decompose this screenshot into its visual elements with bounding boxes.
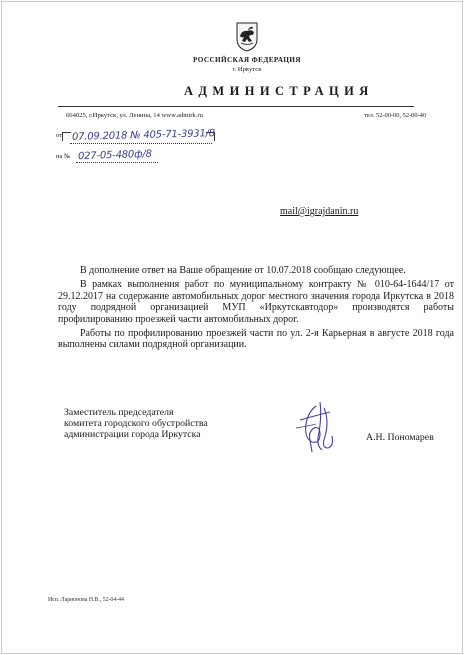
city-heading: г. Иркутск	[232, 66, 262, 73]
reference-date-handwritten: 07.09.2018 № 405-71-3931/8	[71, 128, 216, 143]
body-paragraph: Работы по профилированию проезжей части по ул. 2-я Карьерная в августе 2018 года выполнены силами подрядной организации.	[58, 328, 454, 351]
signatory-name: А.Н. Пономарев	[366, 432, 434, 443]
recipient-email: mail@igrajdanin.ru	[280, 206, 359, 217]
address-line: 664025, г.Иркутск, ул. Ленина, 14 www.admirk.ru	[66, 112, 203, 119]
body-paragraph: В дополнение ответ на Ваше обращение от 10.07.2018 сообщаю следующее.	[80, 265, 406, 276]
reference-date-line	[70, 143, 212, 144]
phone-line: тел. 52-00-00, 52-00-40	[364, 112, 427, 119]
handwritten-signature	[286, 398, 344, 458]
reference-number-handwritten: 027-05-480ф/8	[77, 148, 152, 163]
letter-body	[58, 265, 454, 354]
reference-number-label: на №	[56, 153, 71, 160]
signatory-title-line: комитета городского обустройства	[64, 418, 208, 430]
organization-title: АДМИНИСТРАЦИЯ	[184, 84, 374, 98]
signatory-title-line: администрации города Иркутска	[64, 429, 201, 441]
signatory-title	[64, 407, 264, 441]
header-divider	[58, 106, 414, 107]
irkutsk-coat-of-arms-icon	[236, 22, 258, 52]
country-heading: РОССИЙСКАЯ ФЕДЕРАЦИЯ	[193, 56, 301, 64]
signatory-title-line: Заместитель председателя	[64, 407, 174, 418]
executor-line: Исп. Ларионова Н.В., 52-04-44	[48, 597, 124, 603]
reference-date-label: от	[56, 132, 63, 139]
body-paragraph: В рамках выполнения работ по муниципальному контракту № 010-64-1644/17 от 29.12.2017 на содержание автомобильных дорог местного значения города Иркутска в 2018 году подрядной организацией МУП «Иркутскавтодор» производятся работы профилированию проезжей части автомобильных дорог.	[58, 279, 454, 325]
reference-number-line	[76, 162, 158, 163]
reference-bracket-left	[62, 132, 71, 141]
